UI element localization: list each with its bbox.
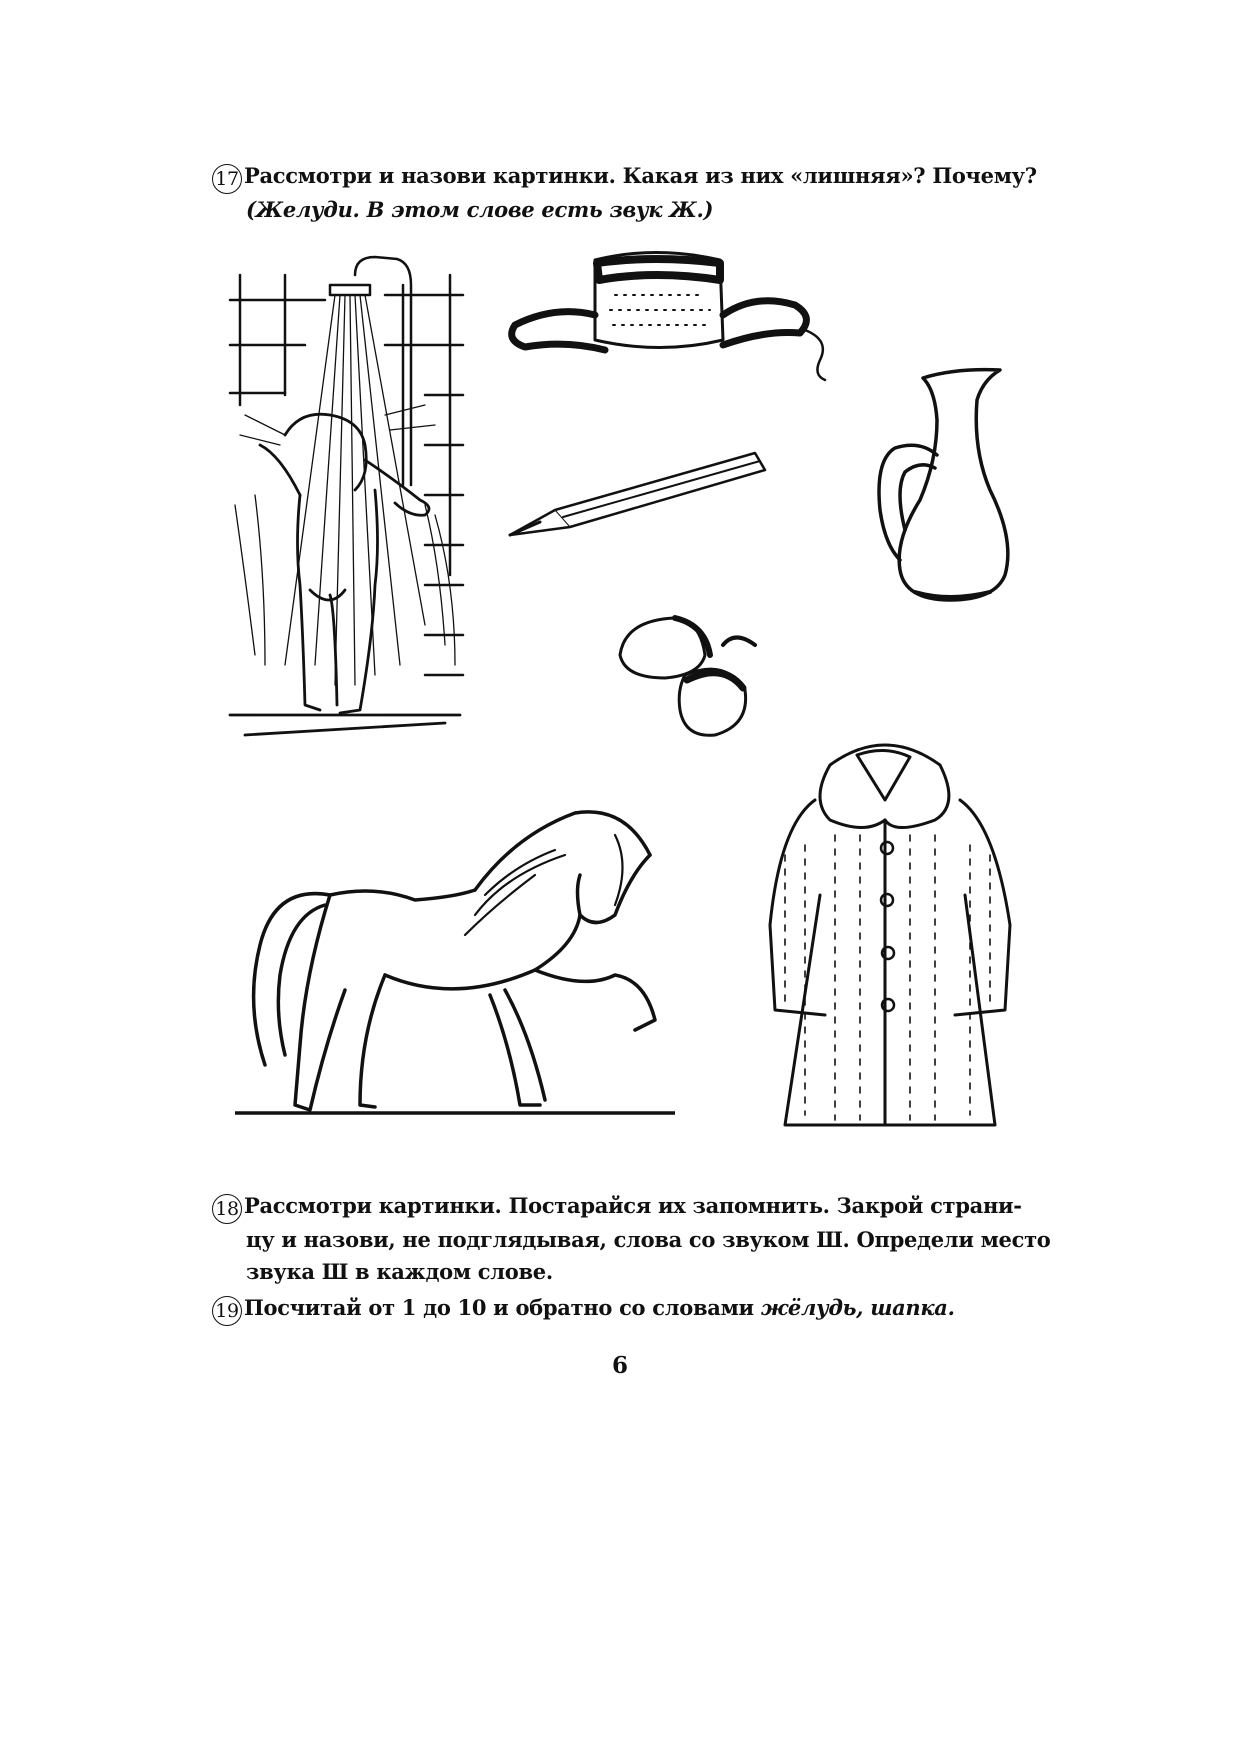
task-17: [212, 160, 1037, 226]
task-19-words: жёлудь, шапка.: [760, 1295, 955, 1320]
jug-illustration: [865, 360, 1025, 610]
task-18: [212, 1190, 1051, 1288]
horse-illustration: [235, 795, 675, 1125]
task-18-line-1: Рассмотри картинки. Постарайся их запомнить. Закрой страни-: [244, 1193, 1022, 1218]
task-number-badge: 17: [212, 164, 242, 194]
fur-coat-illustration: [745, 725, 1035, 1135]
shower-illustration: [225, 245, 465, 745]
pencil-illustration: [495, 445, 775, 540]
task-18-line-2: цу и назови, не подглядывая, слова со звуком Ш. Определи место: [246, 1227, 1051, 1252]
task-18-line-3: звука Ш в каждом слове.: [246, 1259, 553, 1284]
task-19: [212, 1292, 955, 1326]
task-17-text: Рассмотри и назови картинки. Какая из них «лишняя»? Почему?: [244, 163, 1037, 188]
hat-illustration: [495, 245, 835, 385]
task-number-badge: 18: [212, 1194, 242, 1224]
page-number: 6: [611, 1352, 628, 1379]
acorns-illustration: [605, 600, 765, 740]
task-17-answer: (Желуди. В этом слове есть звук Ж.): [246, 197, 714, 222]
task-19-text: Посчитай от 1 до 10 и обратно со словами: [244, 1295, 761, 1320]
task-number-badge: 19: [212, 1296, 242, 1326]
